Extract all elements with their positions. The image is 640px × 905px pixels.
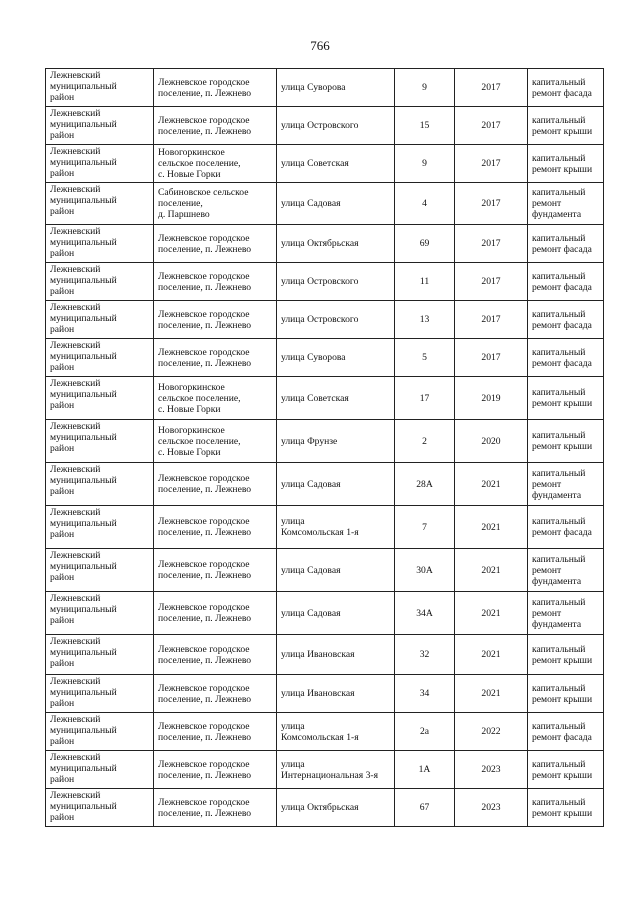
year-cell: 2023	[455, 751, 528, 789]
street-cell-line: улица Садовая	[281, 564, 341, 576]
district-cell-line: район	[50, 400, 75, 411]
work-type-cell-line: ремонт крыши	[532, 163, 593, 175]
district-cell-line: муниципальный	[50, 647, 117, 658]
year-cell: 2021	[455, 463, 528, 506]
table-row	[46, 675, 604, 713]
work-type-cell	[528, 675, 604, 713]
street-cell	[277, 635, 395, 675]
street-cell	[277, 463, 395, 506]
settlement-cell-line: сельское поселение,	[158, 392, 241, 404]
settlement-cell-line: сельское поселение,	[158, 158, 241, 169]
work-type-cell-line: капитальный	[532, 346, 586, 358]
street-cell-line: улица Фрунзе	[281, 435, 338, 447]
settlement-cell	[154, 225, 277, 263]
district-cell-line: муниципальный	[50, 119, 117, 130]
street-cell-line: улица Садовая	[281, 478, 341, 490]
street-cell-line: улица Советская	[281, 392, 349, 404]
work-type-cell-line: ремонт крыши	[532, 769, 593, 781]
settlement-cell	[154, 635, 277, 675]
work-type-cell-line: капитальный	[532, 796, 586, 808]
district-cell-line: район	[50, 248, 75, 259]
work-type-cell-line: ремонт	[532, 478, 562, 490]
table-row	[46, 549, 604, 592]
district-cell	[46, 69, 154, 107]
work-type-cell-line: ремонт крыши	[532, 125, 593, 137]
street-cell	[277, 420, 395, 463]
work-type-cell-line: капитальный	[532, 596, 586, 608]
house-number-cell: 67	[395, 789, 455, 827]
work-type-cell-line: капитальный	[532, 152, 586, 164]
table-body	[46, 69, 604, 827]
district-cell	[46, 377, 154, 420]
street-cell	[277, 789, 395, 827]
year-cell: 2021	[455, 675, 528, 713]
settlement-cell-line: Лежневское городское	[158, 270, 250, 282]
work-type-cell	[528, 263, 604, 301]
table-row	[46, 592, 604, 635]
street-cell	[277, 549, 395, 592]
street-cell-line: улица Октябрьская	[281, 802, 359, 813]
street-cell-line: улица	[281, 758, 305, 770]
work-type-cell-line: ремонт фасада	[532, 731, 592, 743]
settlement-cell	[154, 592, 277, 635]
work-type-cell-line: капитальный	[532, 516, 586, 527]
settlement-cell-line: поселение, п. Лежнево	[158, 769, 252, 781]
street-cell-line: Комсомольская 1-я	[281, 731, 359, 743]
district-cell-line: муниципальный	[50, 561, 117, 572]
district-cell-line: муниципальный	[50, 237, 117, 248]
settlement-cell	[154, 339, 277, 377]
work-type-cell-line: капитальный	[532, 232, 586, 244]
settlement-cell	[154, 675, 277, 713]
work-type-cell-line: капитальный	[532, 187, 586, 198]
house-number-cell: 7	[395, 506, 455, 549]
settlement-cell-line: поселение, п. Лежнево	[158, 125, 252, 137]
district-cell-line: Лежневский	[50, 108, 101, 119]
table-row	[46, 183, 604, 225]
table-row	[46, 301, 604, 339]
work-type-cell	[528, 592, 604, 635]
work-type-cell	[528, 339, 604, 377]
settlement-cell-line: Лежневское городское	[158, 232, 250, 244]
table-row	[46, 263, 604, 301]
settlement-cell-line: Лежневское городское	[158, 602, 250, 613]
district-cell-line: муниципальный	[50, 81, 117, 92]
street-cell-line: улица Садовая	[281, 607, 341, 619]
district-cell-line: муниципальный	[50, 518, 117, 529]
table-row	[46, 713, 604, 751]
work-type-cell-line: ремонт крыши	[532, 693, 593, 705]
work-type-cell-line: капитальный	[532, 758, 586, 770]
work-type-cell	[528, 301, 604, 339]
work-type-cell-line: ремонт крыши	[532, 807, 593, 819]
settlement-cell-line: Новогоркинское	[158, 147, 225, 158]
district-cell-line: муниципальный	[50, 432, 117, 443]
table-row	[46, 751, 604, 789]
settlement-cell	[154, 789, 277, 827]
work-type-cell-line: капитальный	[532, 387, 586, 398]
house-number-cell: 30А	[395, 549, 455, 592]
district-cell-line: муниципальный	[50, 275, 117, 286]
district-cell-line: район	[50, 774, 75, 785]
street-cell	[277, 592, 395, 635]
district-cell-line: район	[50, 362, 75, 373]
settlement-cell-line: поселение, п. Лежнево	[158, 654, 252, 666]
year-cell: 2019	[455, 377, 528, 420]
repair-schedule-table	[45, 68, 604, 827]
house-number-cell: 69	[395, 225, 455, 263]
district-cell-line: муниципальный	[50, 801, 117, 812]
district-cell-line: муниципальный	[50, 763, 117, 774]
district-cell	[46, 463, 154, 506]
district-cell-line: Лежневский	[50, 226, 101, 237]
work-type-cell-line: ремонт фасада	[532, 527, 592, 538]
work-type-cell-line: фундамента	[532, 489, 582, 501]
house-number-cell: 5	[395, 339, 455, 377]
district-cell-line: район	[50, 92, 75, 103]
street-cell-line: Комсомольская 1-я	[281, 527, 359, 538]
district-cell-line: муниципальный	[50, 475, 117, 486]
street-cell-line: улица Островского	[281, 276, 359, 287]
settlement-cell-line: поселение, п. Лежнево	[158, 570, 252, 581]
district-cell	[46, 420, 154, 463]
settlement-cell-line: поселение, п. Лежнево	[158, 87, 252, 99]
work-type-cell	[528, 69, 604, 107]
street-cell	[277, 713, 395, 751]
table-row	[46, 107, 604, 145]
work-type-cell	[528, 225, 604, 263]
house-number-cell: 9	[395, 69, 455, 107]
district-cell-line: район	[50, 286, 75, 297]
work-type-cell-line: капитальный	[532, 467, 586, 479]
street-cell	[277, 69, 395, 107]
street-cell-line: улица Садовая	[281, 198, 341, 209]
year-cell: 2017	[455, 301, 528, 339]
year-cell: 2017	[455, 183, 528, 225]
district-cell-line: муниципальный	[50, 604, 117, 615]
district-cell-line: Лежневский	[50, 593, 101, 604]
house-number-cell: 4	[395, 183, 455, 225]
district-cell	[46, 145, 154, 183]
work-type-cell	[528, 506, 604, 549]
table-row	[46, 463, 604, 506]
work-type-cell-line: капитальный	[532, 270, 586, 282]
settlement-cell-line: поселение, п. Лежнево	[158, 693, 252, 705]
district-cell	[46, 751, 154, 789]
district-cell-line: район	[50, 324, 75, 335]
district-cell-line: муниципальный	[50, 687, 117, 698]
settlement-cell-line: поселение, п. Лежнево	[158, 484, 252, 495]
work-type-cell-line: ремонт фасада	[532, 357, 592, 369]
house-number-cell: 34	[395, 675, 455, 713]
work-type-cell-line: ремонт крыши	[532, 654, 593, 666]
district-cell	[46, 339, 154, 377]
street-cell	[277, 506, 395, 549]
district-cell	[46, 675, 154, 713]
street-cell	[277, 183, 395, 225]
settlement-cell-line: поселение, п. Лежнево	[158, 731, 252, 743]
house-number-cell: 11	[395, 263, 455, 301]
work-type-cell	[528, 420, 604, 463]
table-row	[46, 635, 604, 675]
settlement-cell-line: Лежневское городское	[158, 76, 250, 88]
street-cell-line: улица	[281, 720, 305, 732]
work-type-cell	[528, 377, 604, 420]
district-cell-line: район	[50, 168, 75, 179]
work-type-cell	[528, 145, 604, 183]
house-number-cell: 1А	[395, 751, 455, 789]
settlement-cell	[154, 377, 277, 420]
street-cell-line: улица Суворова	[281, 352, 346, 363]
house-number-cell: 2а	[395, 713, 455, 751]
settlement-cell-line: Лежневское городское	[158, 643, 250, 655]
district-cell-line: Лежневский	[50, 790, 101, 801]
district-cell-line: район	[50, 615, 75, 626]
settlement-cell-line: поселение, п. Лежнево	[158, 527, 252, 538]
work-type-cell-line: ремонт	[532, 607, 562, 619]
settlement-cell-line: Лежневское городское	[158, 559, 250, 570]
street-cell	[277, 301, 395, 339]
house-number-cell: 34А	[395, 592, 455, 635]
district-cell-line: район	[50, 206, 75, 217]
work-type-cell-line: ремонт фасада	[532, 319, 592, 331]
settlement-cell-line: Лежневское городское	[158, 516, 250, 527]
work-type-cell-line: капитальный	[532, 76, 586, 88]
year-cell: 2022	[455, 713, 528, 751]
settlement-cell-line: поселение, п. Лежнево	[158, 281, 252, 293]
district-cell	[46, 713, 154, 751]
settlement-cell-line: Лежневское городское	[158, 682, 250, 694]
district-cell	[46, 789, 154, 827]
settlement-cell-line: Лежневское городское	[158, 720, 250, 732]
house-number-cell: 15	[395, 107, 455, 145]
settlement-cell-line: поселение,	[158, 198, 203, 209]
district-cell-line: Лежневский	[50, 550, 101, 561]
settlement-cell	[154, 420, 277, 463]
work-type-cell	[528, 107, 604, 145]
settlement-cell	[154, 183, 277, 225]
district-cell-line: Лежневский	[50, 340, 101, 351]
year-cell: 2017	[455, 225, 528, 263]
street-cell-line: улица Суворова	[281, 82, 346, 93]
district-cell	[46, 506, 154, 549]
settlement-cell-line: Лежневское городское	[158, 473, 250, 484]
street-cell	[277, 145, 395, 183]
work-type-cell-line: капитальный	[532, 553, 586, 565]
settlement-cell-line: поселение, п. Лежнево	[158, 243, 252, 255]
district-cell	[46, 183, 154, 225]
district-cell-line: Лежневский	[50, 507, 101, 518]
table-row	[46, 145, 604, 183]
work-type-cell-line: ремонт фасада	[532, 281, 592, 293]
street-cell	[277, 751, 395, 789]
year-cell: 2017	[455, 107, 528, 145]
work-type-cell-line: ремонт	[532, 564, 562, 576]
settlement-cell-line: сельское поселение,	[158, 435, 241, 447]
settlement-cell-line: Новогоркинское	[158, 381, 225, 393]
settlement-cell-line: поселение, п. Лежнево	[158, 807, 252, 819]
street-cell-line: Интернациональная 3-я	[281, 769, 379, 781]
settlement-cell-line: д. Паршнево	[158, 209, 210, 220]
settlement-cell	[154, 549, 277, 592]
district-cell-line: Лежневский	[50, 70, 101, 81]
settlement-cell	[154, 69, 277, 107]
work-type-cell	[528, 789, 604, 827]
district-cell-line: муниципальный	[50, 313, 117, 324]
table-row	[46, 506, 604, 549]
work-type-cell	[528, 713, 604, 751]
settlement-cell	[154, 751, 277, 789]
house-number-cell: 9	[395, 145, 455, 183]
district-cell-line: муниципальный	[50, 351, 117, 362]
district-cell-line: Лежневский	[50, 184, 101, 195]
street-cell	[277, 675, 395, 713]
work-type-cell-line: капитальный	[532, 720, 586, 732]
district-cell-line: район	[50, 658, 75, 669]
work-type-cell-line: ремонт крыши	[532, 441, 593, 452]
street-cell-line: улица Островского	[281, 120, 359, 131]
year-cell: 2021	[455, 635, 528, 675]
house-number-cell: 28А	[395, 463, 455, 506]
settlement-cell-line: с. Новые Горки	[158, 169, 221, 180]
district-cell-line: муниципальный	[50, 195, 117, 206]
settlement-cell	[154, 107, 277, 145]
settlement-cell	[154, 263, 277, 301]
district-cell-line: муниципальный	[50, 389, 117, 400]
settlement-cell-line: Лежневское городское	[158, 796, 250, 808]
year-cell: 2020	[455, 420, 528, 463]
year-cell: 2021	[455, 592, 528, 635]
street-cell-line: улица Островского	[281, 314, 359, 325]
settlement-cell-line: с. Новые Горки	[158, 446, 221, 458]
street-cell-line: улица Советская	[281, 158, 349, 169]
table-row	[46, 69, 604, 107]
district-cell	[46, 107, 154, 145]
district-cell-line: Лежневский	[50, 146, 101, 157]
work-type-cell-line: фундамента	[532, 575, 582, 587]
district-cell-line: район	[50, 486, 75, 497]
district-cell	[46, 225, 154, 263]
district-cell	[46, 635, 154, 675]
table-row	[46, 420, 604, 463]
settlement-cell-line: Лежневское городское	[158, 346, 250, 358]
street-cell-line: улица Ивановская	[281, 688, 355, 699]
street-cell	[277, 225, 395, 263]
street-cell	[277, 339, 395, 377]
street-cell	[277, 263, 395, 301]
year-cell: 2017	[455, 145, 528, 183]
district-cell-line: муниципальный	[50, 725, 117, 736]
district-cell	[46, 301, 154, 339]
year-cell: 2017	[455, 69, 528, 107]
district-cell-line: район	[50, 443, 75, 454]
district-cell	[46, 592, 154, 635]
year-cell: 2021	[455, 506, 528, 549]
work-type-cell	[528, 549, 604, 592]
settlement-cell-line: Лежневское городское	[158, 114, 250, 126]
work-type-cell-line: ремонт крыши	[532, 398, 593, 409]
house-number-cell: 32	[395, 635, 455, 675]
settlement-cell-line: поселение, п. Лежнево	[158, 613, 252, 624]
year-cell: 2017	[455, 339, 528, 377]
work-type-cell-line: капитальный	[532, 430, 586, 441]
settlement-cell	[154, 301, 277, 339]
settlement-cell	[154, 145, 277, 183]
settlement-cell-line: Новогоркинское	[158, 424, 225, 436]
settlement-cell-line: Лежневское городское	[158, 758, 250, 770]
settlement-cell-line: Лежневское городское	[158, 308, 250, 320]
work-type-cell	[528, 463, 604, 506]
work-type-cell-line: капитальный	[532, 643, 586, 655]
table-row	[46, 339, 604, 377]
work-type-cell-line: ремонт	[532, 198, 562, 209]
house-number-cell: 2	[395, 420, 455, 463]
work-type-cell-line: фундамента	[532, 209, 582, 220]
work-type-cell-line: капитальный	[532, 114, 586, 126]
work-type-cell	[528, 751, 604, 789]
work-type-cell-line: ремонт фасада	[532, 243, 592, 255]
street-cell-line: улица	[281, 516, 305, 527]
work-type-cell	[528, 183, 604, 225]
district-cell-line: Лежневский	[50, 752, 101, 763]
district-cell-line: район	[50, 698, 75, 709]
work-type-cell-line: фундамента	[532, 618, 582, 630]
year-cell: 2023	[455, 789, 528, 827]
district-cell-line: район	[50, 529, 75, 540]
settlement-cell	[154, 713, 277, 751]
district-cell-line: Лежневский	[50, 636, 101, 647]
district-cell	[46, 263, 154, 301]
district-cell-line: Лежневский	[50, 302, 101, 313]
settlement-cell-line: поселение, п. Лежнево	[158, 319, 252, 331]
settlement-cell	[154, 463, 277, 506]
street-cell-line: улица Октябрьская	[281, 238, 359, 249]
district-cell-line: район	[50, 572, 75, 583]
work-type-cell-line: капитальный	[532, 682, 586, 694]
settlement-cell-line: поселение, п. Лежнево	[158, 357, 252, 369]
work-type-cell-line: ремонт фасада	[532, 87, 592, 99]
district-cell-line: Лежневский	[50, 714, 101, 725]
street-cell	[277, 377, 395, 420]
district-cell-line: Лежневский	[50, 421, 101, 432]
table-row	[46, 225, 604, 263]
settlement-cell-line: Сабиновское сельское	[158, 187, 249, 198]
district-cell-line: Лежневский	[50, 464, 101, 475]
district-cell-line: Лежневский	[50, 676, 101, 687]
work-type-cell-line: капитальный	[532, 308, 586, 320]
settlement-cell-line: с. Новые Горки	[158, 403, 221, 415]
year-cell: 2017	[455, 263, 528, 301]
settlement-cell	[154, 506, 277, 549]
district-cell-line: муниципальный	[50, 157, 117, 168]
house-number-cell: 13	[395, 301, 455, 339]
house-number-cell: 17	[395, 377, 455, 420]
year-cell: 2021	[455, 549, 528, 592]
district-cell-line: район	[50, 736, 75, 747]
district-cell-line: Лежневский	[50, 378, 101, 389]
district-cell-line: район	[50, 130, 75, 141]
district-cell-line: Лежневский	[50, 264, 101, 275]
table-row	[46, 789, 604, 827]
page-number: 766	[310, 38, 330, 53]
district-cell	[46, 549, 154, 592]
district-cell-line: район	[50, 812, 75, 823]
street-cell-line: улица Ивановская	[281, 649, 355, 660]
work-type-cell	[528, 635, 604, 675]
street-cell	[277, 107, 395, 145]
table-row	[46, 377, 604, 420]
